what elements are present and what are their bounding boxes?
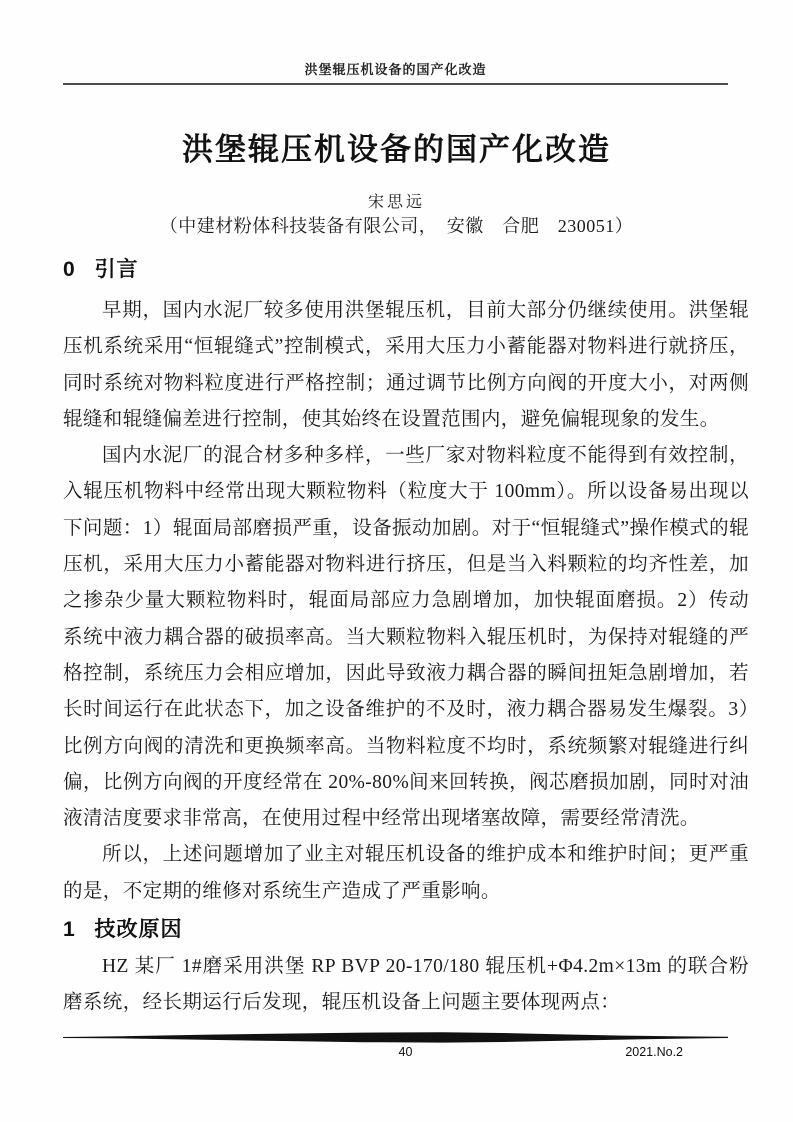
section-heading-introduction <box>63 255 749 285</box>
footer-rule <box>63 1031 728 1044</box>
paragraph: HZ 某厂 1#磨采用洪堡 RP BVP 20-170/180 辊压机+Φ4.2m×13m 的联合粉磨系统，经长期运行后发现，辊压机设备上问题主要体现两点： <box>63 956 749 1014</box>
section-title: 技改原因 <box>94 918 183 942</box>
issue-label: 2021.No.2 <box>625 1045 683 1059</box>
author-affiliation: （中建材粉体科技装备有限公司， 安徽 合肥 230051） <box>159 216 634 236</box>
page-number: 40 <box>398 1045 413 1059</box>
author-name: 宋思远 <box>367 194 425 211</box>
section-heading-reasons <box>63 915 749 945</box>
section-title: 引言 <box>94 258 139 281</box>
paper-title: 洪堡辊压机设备的国产化改造 <box>182 132 611 167</box>
section-number: 1 <box>63 918 75 942</box>
section-number: 0 <box>63 258 75 281</box>
paragraph: 早期，国内水泥厂较多使用洪堡辊压机，目前大部分仍继续使用。洪堡辊压机系统采用“恒辊缝式”控制模式，采用大压力小蓄能器对物料进行就挤压，同时系统对物料粒度进行严格控制；通过调节比例方向阀的开度大小，对两侧辊缝和辊缝偏差进行控制，使其始终在设置范围内，避免偏辊现象的发生。 <box>63 300 749 430</box>
paragraph: 国内水泥厂的混合材多种多样，一些厂家对物料粒度不能得到有效控制，入辊压机物料中经常出现大颗粒物料（粒度大于 100mm）。所以设备易出现以下问题：1）辊面局部磨损严重，设备振动加剧。对于“恒辊缝式”操作模式的辊压机，采用大压力小蓄能器对物料进行挤压，但是当入料颗粒的均齐性差，加之掺杂少量大颗粒物料时，辊面局部应力急剧增加，加快辊面磨损。2）传动系统中液力耦合器的破损率高。当大颗粒物料入辊压机时，为保持对辊缝的严格控制，系统压力会相应增加，因此导致液力耦合器的瞬间扭矩急剧增加，若长时间运行在此状态下，加之设备维护的不及时，液力耦合器易发生爆裂。3）比例方向阀的清洗和更换频率高。当物料粒度不均时，系统频繁对辊缝进行纠偏，比例方向阀的开度经常在 20%-80%间来回转换，阀芯磨损加剧，同时对油液清洁度要求非常高，在使用过程中经常出现堵塞故障，需要经常清洗。 <box>63 445 749 830</box>
header-rule <box>63 83 728 85</box>
article-body <box>63 255 749 1022</box>
paragraph: 所以，上述问题增加了业主对辊压机设备的维护成本和维护时间；更严重的是，不定期的维修对系统生产造成了严重影响。 <box>63 844 749 902</box>
running-head: 洪堡辊压机设备的国产化改造 <box>304 62 487 77</box>
